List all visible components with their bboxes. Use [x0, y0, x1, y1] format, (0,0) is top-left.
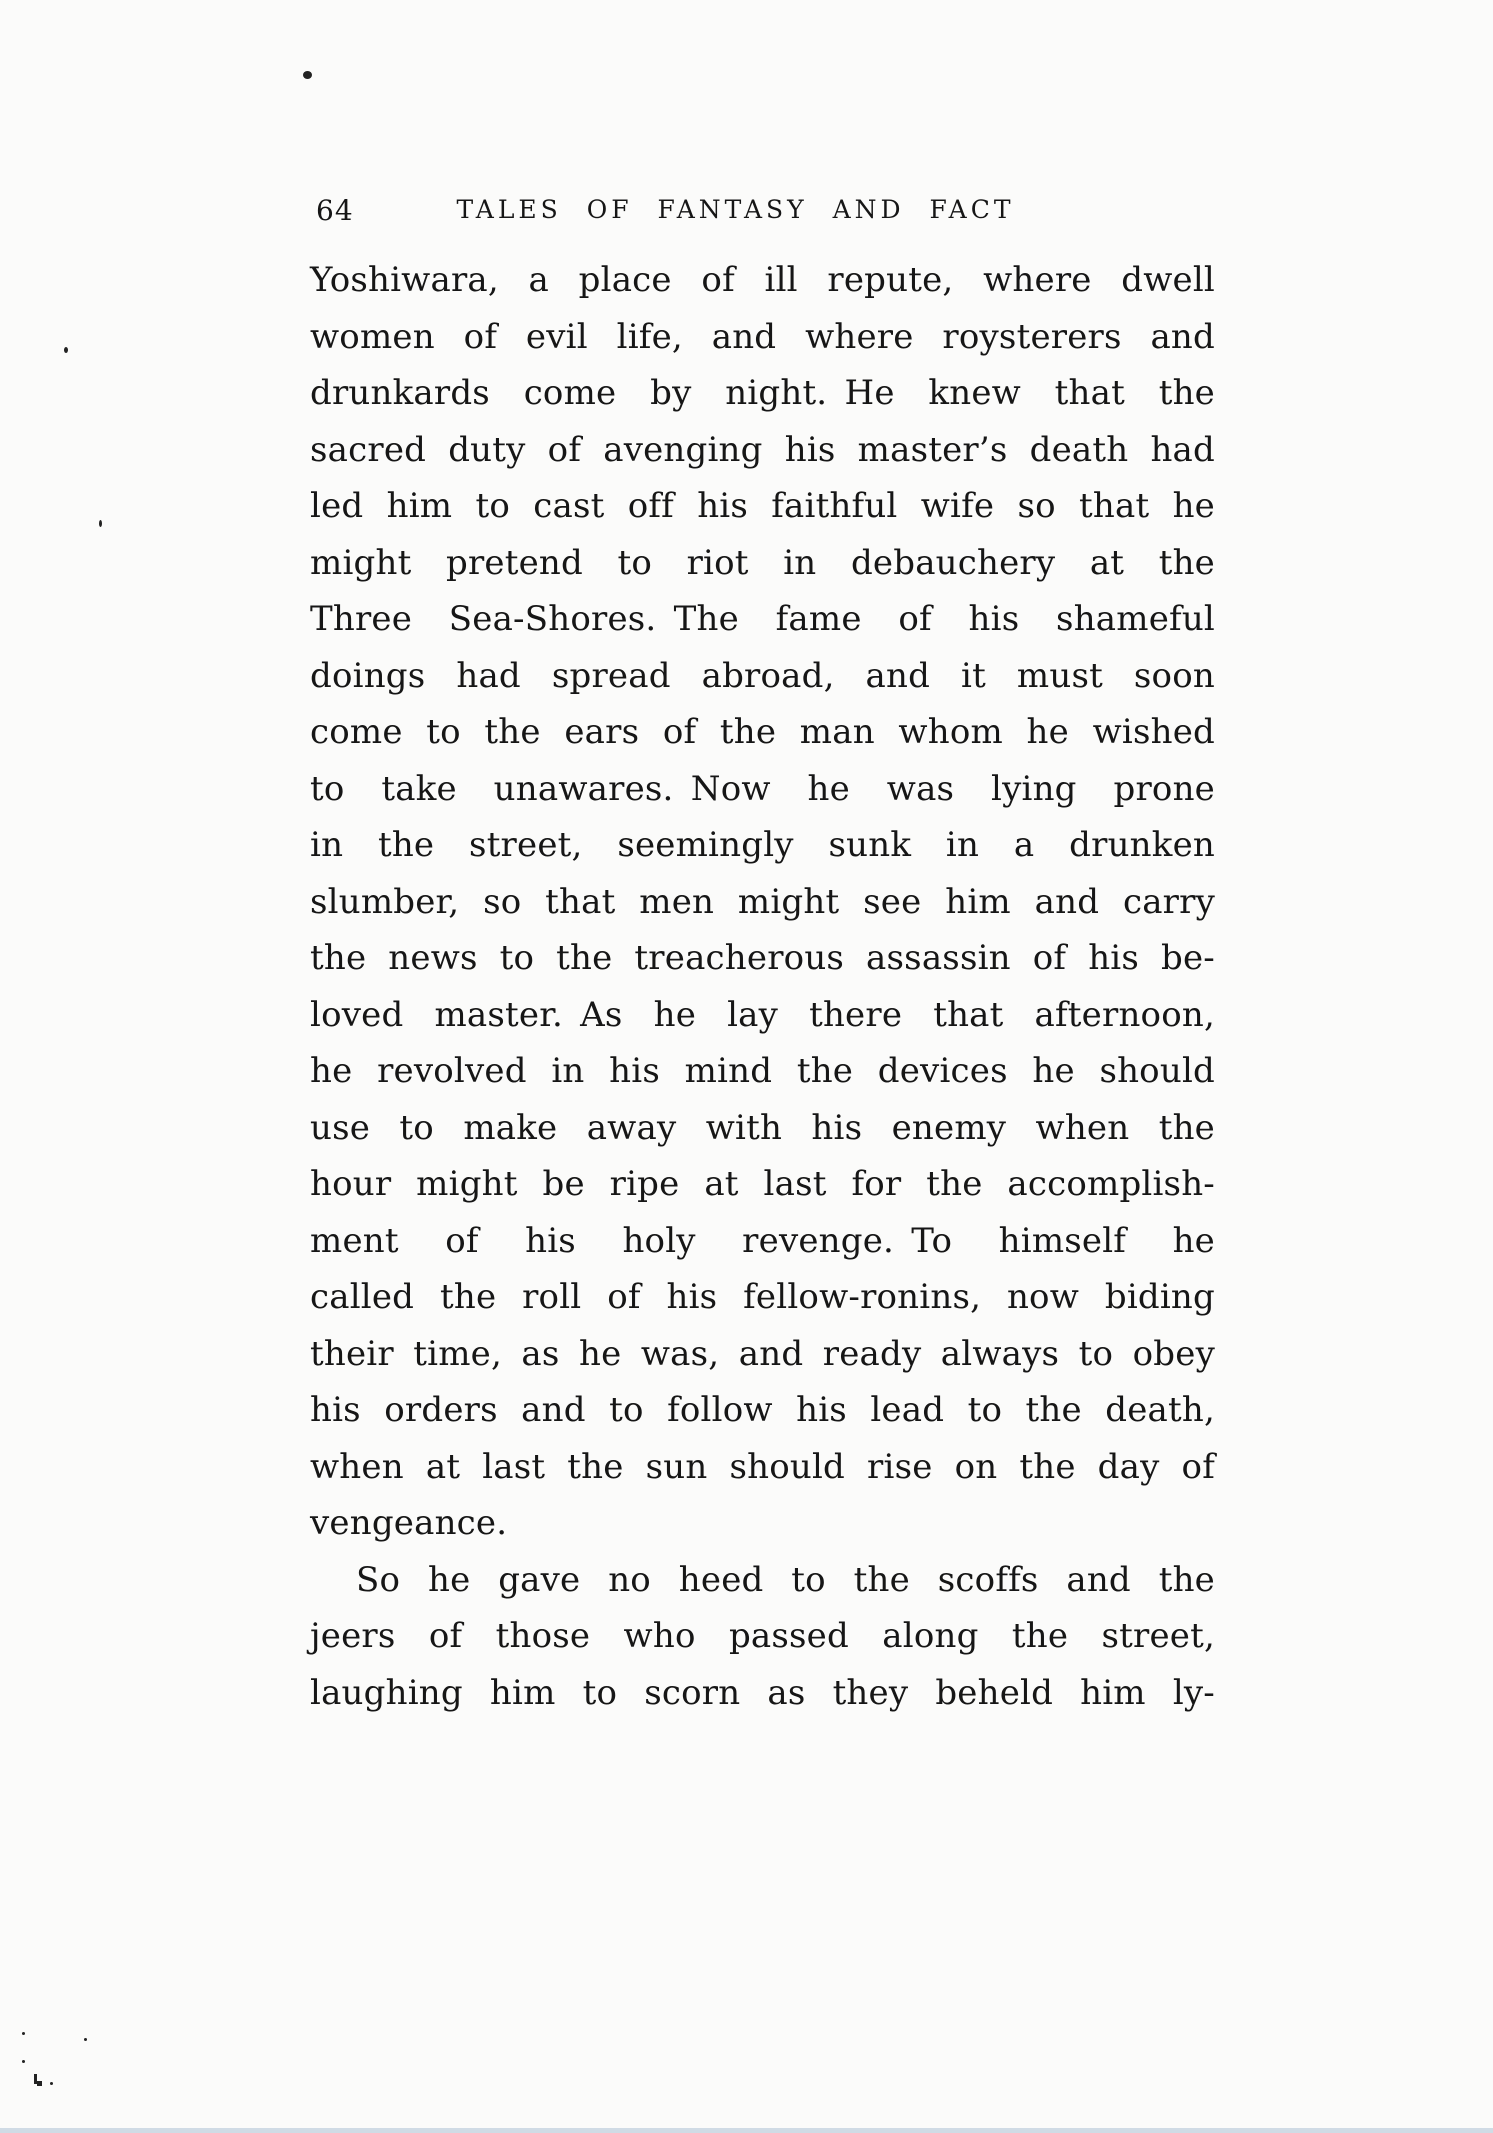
text-line: Yoshiwara, a place of ill repute, where dwell [310, 260, 1215, 300]
scan-speck [64, 347, 68, 353]
text-line: their time, as he was, and ready always to obey [310, 1333, 1215, 1374]
text-line: led him to cast off his faithful wife so that he [310, 486, 1215, 526]
scan-speck [84, 2038, 87, 2041]
text-line: sacred duty of avenging his master’s death had [310, 429, 1215, 470]
scan-speck [99, 520, 102, 527]
scan-edge-shadow [0, 2128, 1493, 2133]
text-line: loved master. As he lay there that afternoon, [310, 994, 1215, 1035]
text-line: his orders and to follow his lead to the death, [310, 1390, 1215, 1430]
text-line: laughing him to scorn as they beheld him ly- [310, 1672, 1215, 1713]
text-line: might pretend to riot in debauchery at the [310, 542, 1215, 583]
scan-speck [37, 2081, 42, 2086]
text-line: drunkards come by night. He knew that the [310, 373, 1215, 413]
text-line: when at last the sun should rise on the day of [310, 1446, 1215, 1487]
text-line: the news to the treacherous assassin of his be- [310, 938, 1215, 978]
text-line: women of evil life, and where roysterers and [310, 316, 1215, 357]
text-line: doings had spread abroad, and it must soon [310, 655, 1215, 696]
scan-speck [22, 2060, 25, 2063]
text-line: jeers of those who passed along the street, [310, 1616, 1215, 1656]
scan-speck [50, 2082, 53, 2085]
text-line: called the roll of his fellow-ronins, now biding [310, 1277, 1215, 1317]
scan-speck [22, 2032, 25, 2035]
text-line: slumber, so that men might see him and carry [310, 881, 1215, 922]
running-header [310, 192, 1215, 232]
body-text [310, 252, 1215, 1721]
running-title: TALES OF FANTASY AND FACT [456, 195, 1015, 224]
text-line: hour might be ripe at last for the accomplish- [310, 1164, 1215, 1204]
scan-speck [303, 71, 312, 79]
text-line: he revolved in his mind the devices he should [310, 1051, 1215, 1091]
text-line: vengeance. [310, 1503, 508, 1543]
text-line: use to make away with his enemy when the [310, 1107, 1215, 1148]
text-line: in the street, seemingly sunk in a drunken [310, 825, 1215, 865]
page-number: 64 [316, 194, 354, 227]
text-line: come to the ears of the man whom he wished [310, 712, 1215, 752]
text-line: to take unawares. Now he was lying prone [310, 768, 1215, 809]
text-line: Three Sea-Shores. The fame of his shameful [310, 599, 1215, 639]
text-line: So he gave no heed to the scoffs and the [356, 1559, 1215, 1600]
text-line: ment of his holy revenge. To himself he [310, 1220, 1215, 1261]
